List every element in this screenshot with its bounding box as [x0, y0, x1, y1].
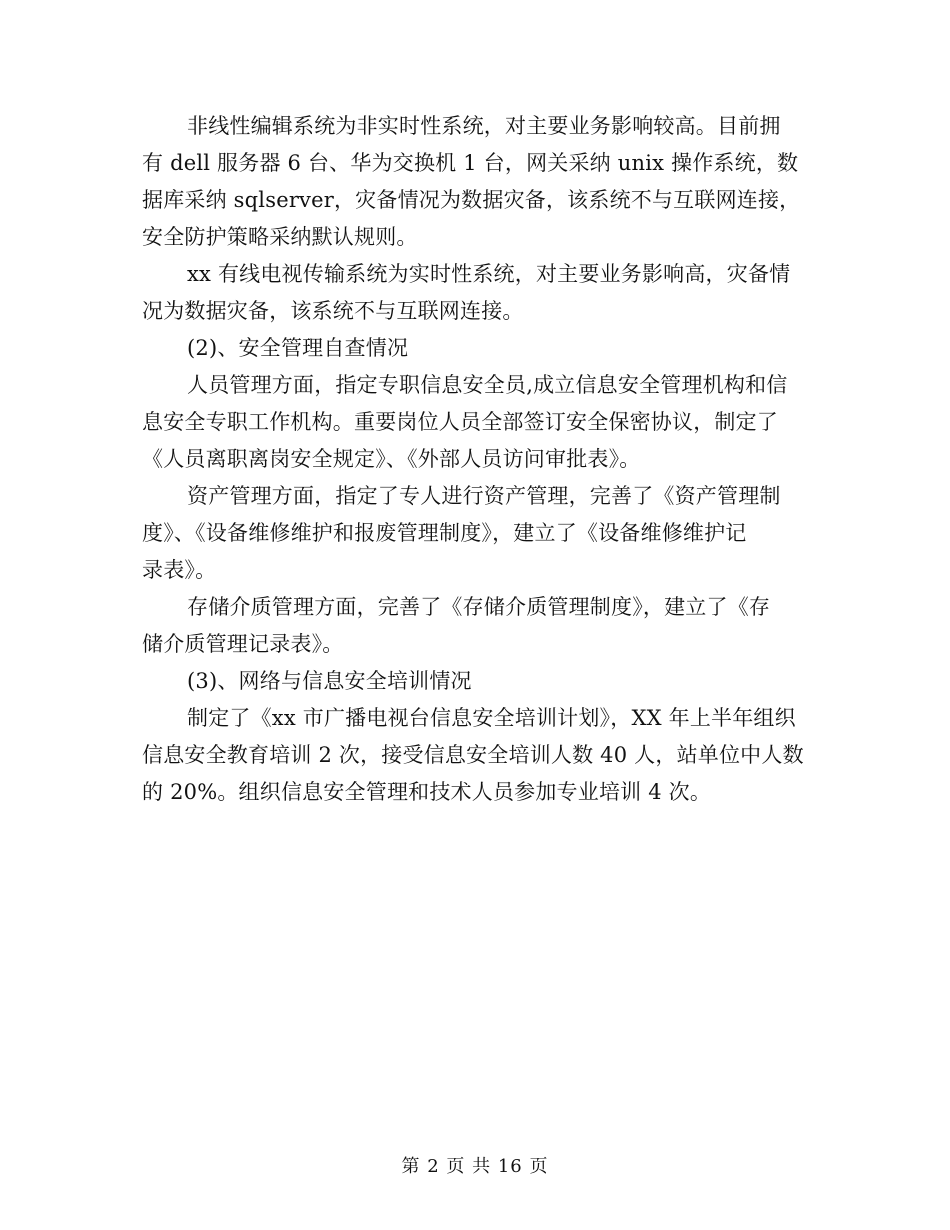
section-heading: (3)、网络与信息安全培训情况: [187, 669, 472, 693]
paragraph-line: 息安全专职工作机构。重要岗位人员全部签订安全保密协议，制定了: [142, 410, 778, 434]
paragraph-line: 安全防护策略采纳默认规则。: [142, 225, 418, 249]
paragraph-line: 存储介质管理方面，完善了《存储介质管理制度》，建立了《存: [187, 595, 771, 619]
paragraph-line: 度》、《设备维修维护和报废管理制度》，建立了《设备维修维护记: [142, 521, 747, 545]
paragraph-line: 制定了《xx 市广播电视台信息安全培训计划》，XX 年上半年组织: [187, 706, 796, 730]
paragraph-line: 信息安全教育培训 2 次，接受信息安全培训人数 40 人，站单位中人数: [142, 743, 804, 767]
document-body: [142, 108, 808, 811]
page-number: 第 2 页 共 16 页: [401, 1156, 549, 1177]
paragraph-line: 储介质管理记录表》。: [142, 632, 344, 656]
paragraph-line: 有 dell 服务器 6 台、华为交换机 1 台，网关采纳 unix 操作系统，数: [142, 151, 799, 175]
paragraph-line: 非线性编辑系统为非实时性系统，对主要业务影响较高。目前拥: [187, 114, 781, 138]
paragraph-line: 《人员离职离岗安全规定》、《外部人员访问审批表》。: [142, 447, 641, 471]
paragraph-line: 的 20%。组织信息安全管理和技术人员参加专业培训 4 次。: [142, 780, 712, 804]
paragraph-line: 录表》。: [142, 558, 217, 582]
paragraph-line: xx 有线电视传输系统为实时性系统，对主要业务影响高，灾备情: [187, 262, 791, 286]
paragraph-line: 况为数据灾备，该系统不与互联网连接。: [142, 299, 524, 323]
section-heading: (2)、安全管理自查情况: [187, 336, 409, 360]
paragraph-line: 据库采纳 sqlserver，灾备情况为数据灾备，该系统不与互联网连接，: [142, 188, 801, 212]
paragraph-line: 人员管理方面，指定专职信息安全员,成立信息安全管理机构和信: [187, 373, 788, 397]
paragraph-line: 资产管理方面，指定了专人进行资产管理，完善了《资产管理制: [187, 484, 781, 508]
